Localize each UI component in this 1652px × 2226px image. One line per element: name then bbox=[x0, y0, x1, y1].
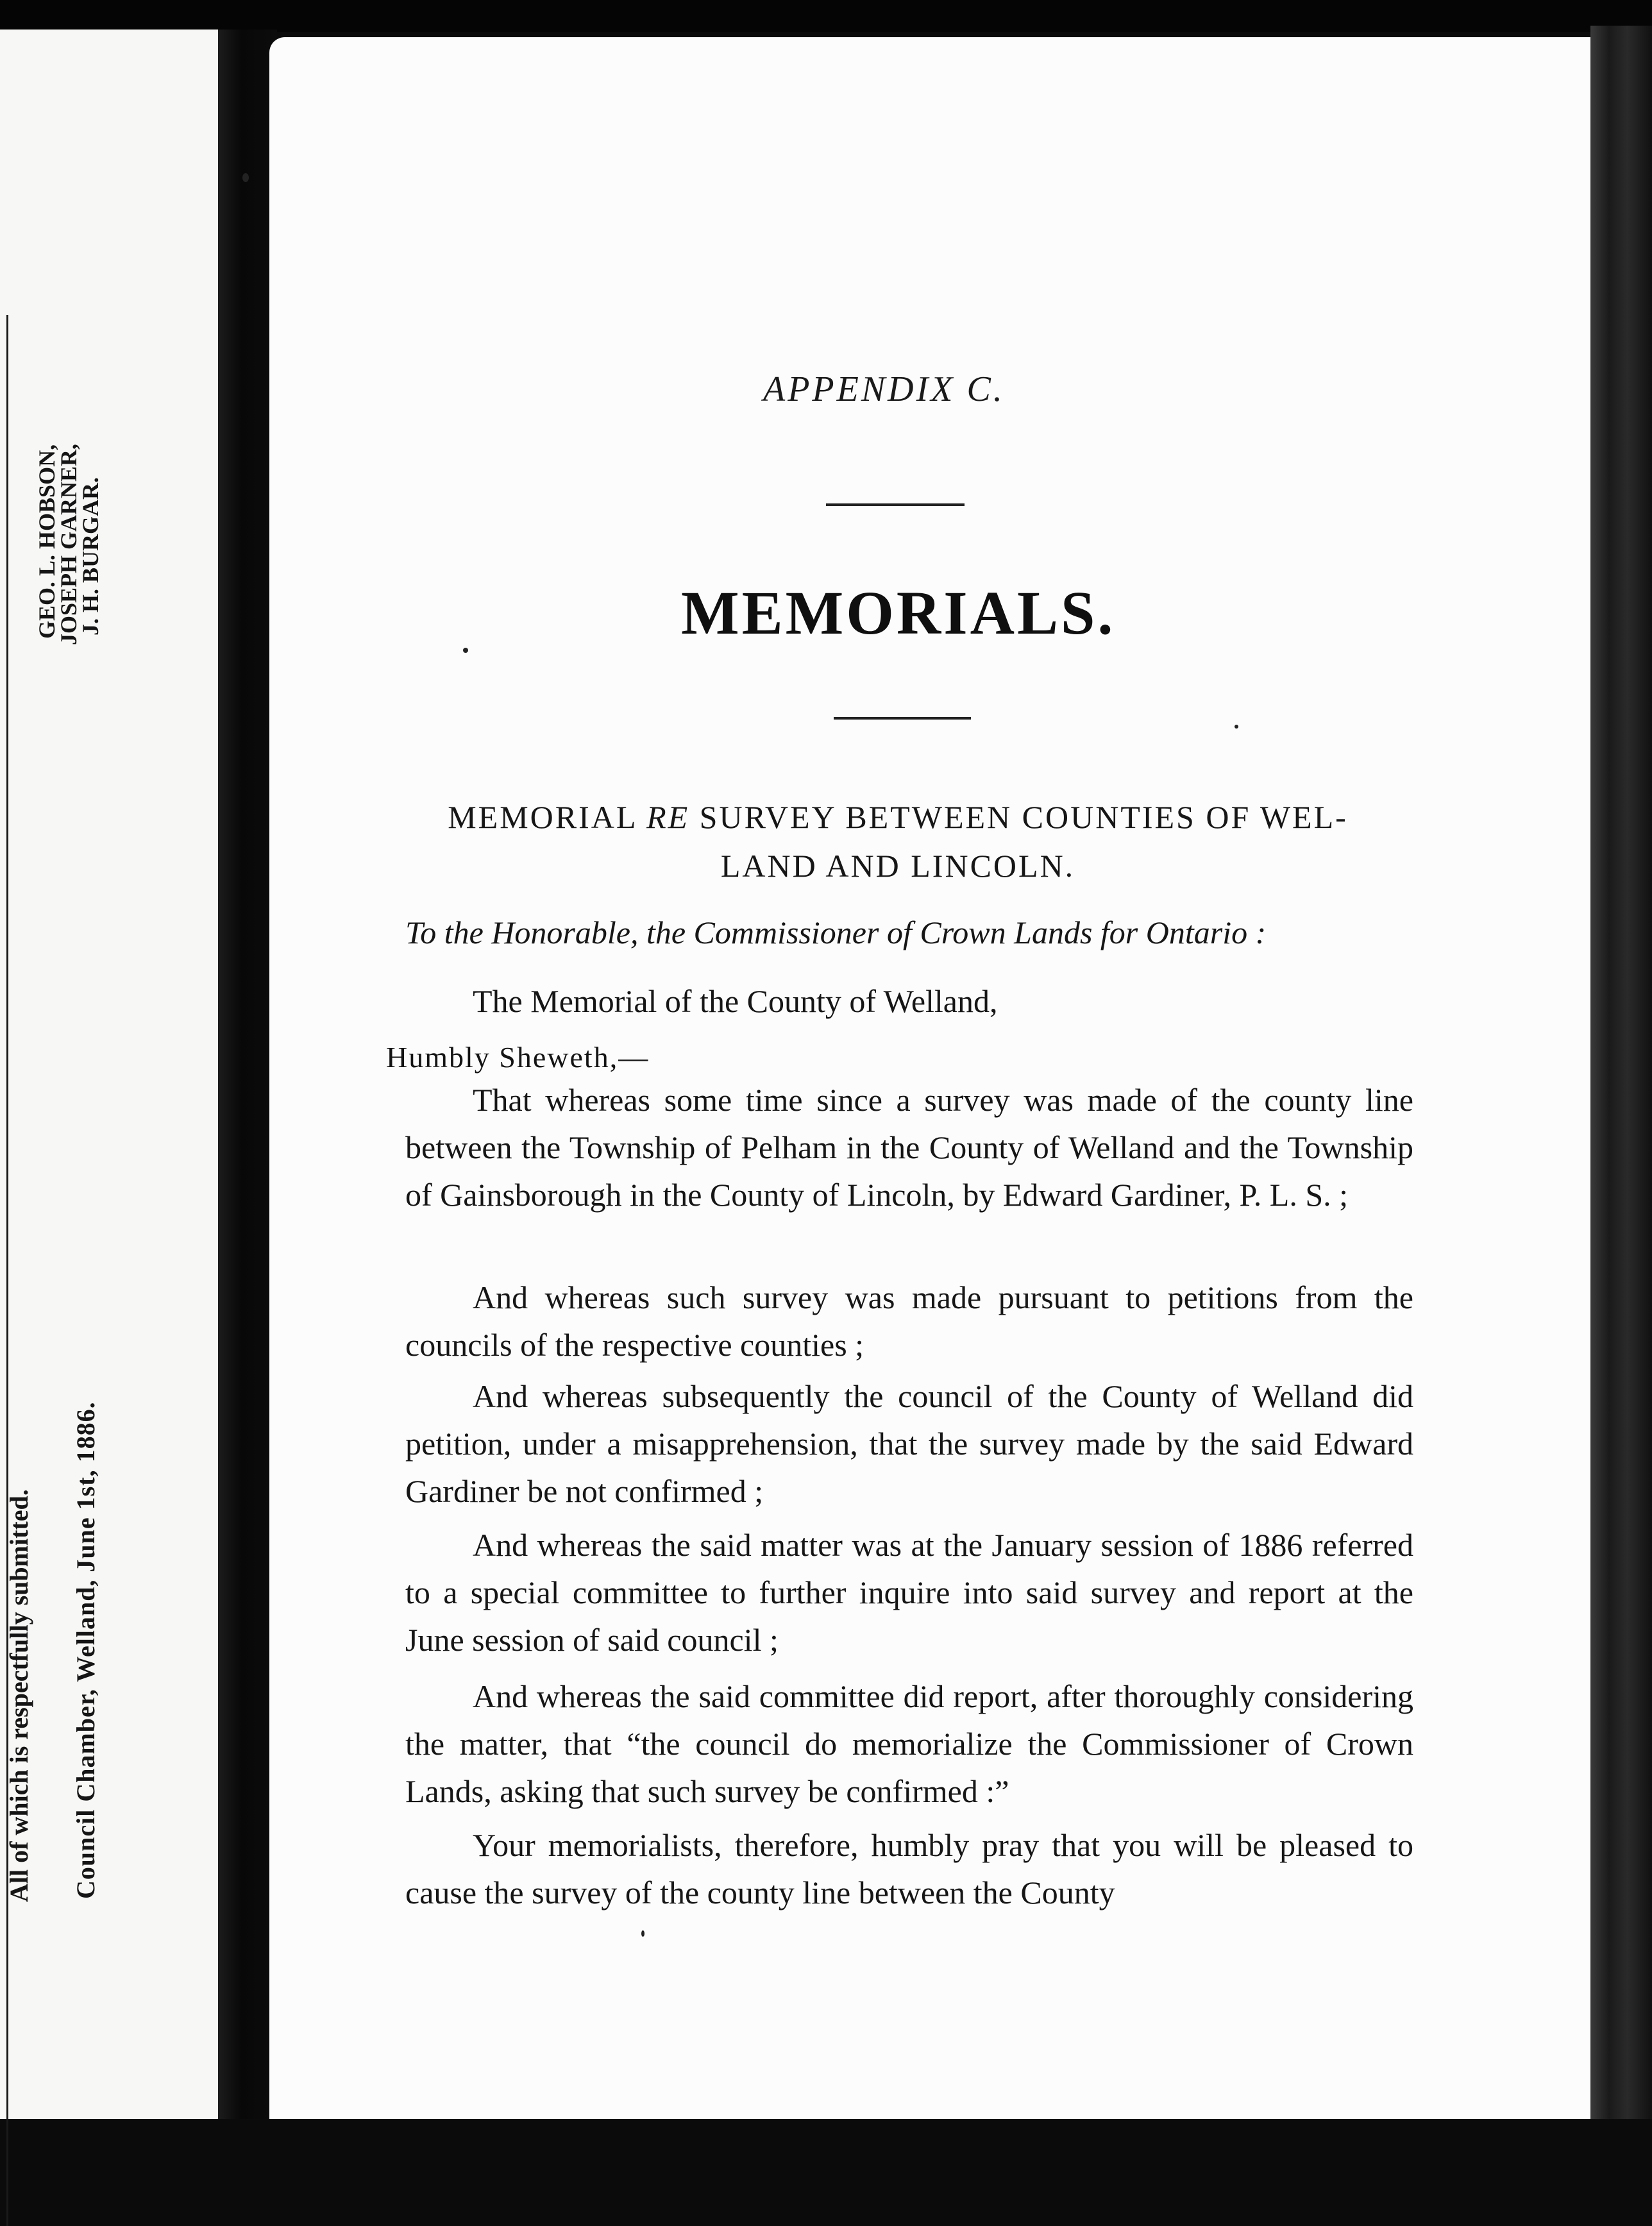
divider-rule-bottom bbox=[834, 717, 971, 720]
signatory-2: JOSEPH GARNER, bbox=[56, 443, 81, 645]
right-page-edge bbox=[1590, 26, 1652, 2119]
left-page-rule bbox=[6, 315, 8, 2226]
paragraph-2: And whereas such survey was made pursuant to petitions from the councils of the respective counties ; bbox=[405, 1279, 1413, 1363]
memorial-title-line2: LAND AND LINCOLN. bbox=[720, 848, 1075, 884]
paragraph-3: And whereas subsequently the council of the County of Welland did petition, under a misapprehension, that the survey made by the said Edward Gardiner be not confirmed ; bbox=[405, 1378, 1413, 1509]
memorial-title-re: RE bbox=[646, 799, 690, 835]
appendix-label: APPENDIX C. bbox=[763, 369, 1005, 409]
intro-line: The Memorial of the County of Welland, bbox=[473, 983, 998, 1019]
paragraph-6: Your memorialists, therefore, humbly pray that you will be pleased to cause the survey of the county line between the County bbox=[405, 1827, 1413, 1910]
ink-speck bbox=[641, 1930, 645, 1937]
book-gutter bbox=[218, 30, 277, 2119]
address-line: To the Honorable, the Commissioner of Crown Lands for Ontario : bbox=[405, 915, 1267, 950]
left-page bbox=[0, 30, 218, 2119]
paragraph-1: That whereas some time since a survey was made of the county line between the Township of Pelham in the County of Welland and the Township of Gainsborough in the County of Lincoln, by Edward Gardiner, P. L. S. ; bbox=[405, 1082, 1413, 1213]
council-chamber-line: Council Chamber, Welland, June 1st, 1886. bbox=[71, 1401, 100, 1899]
signatory-3: J. H. BURGAR. bbox=[78, 476, 103, 636]
paragraph-4: And whereas the said matter was at the January session of 1886 referred to a special committee to further inquire into said survey and report at the June session of said council ; bbox=[405, 1527, 1413, 1658]
divider-rule-top bbox=[826, 503, 965, 506]
humbly-sheweth bbox=[386, 1040, 649, 1074]
paragraph-5: And whereas the said committee did report, after thoroughly considering the matter, that “the council do memorialize the Commissioner of Crown Lands, asking that such survey be confirmed :” bbox=[405, 1678, 1413, 1809]
signatory-1: GEO. L. HOBSON, bbox=[34, 444, 60, 639]
submitted-line: All of which is respectfully submitted. bbox=[4, 1489, 33, 1902]
humbly-sheweth-text: Humbly Sheweth,— bbox=[386, 1041, 650, 1074]
ink-speck bbox=[242, 173, 249, 182]
ink-speck bbox=[463, 648, 468, 653]
scan-top-border bbox=[0, 0, 1652, 32]
memorial-title-part1: MEMORIAL bbox=[448, 799, 637, 835]
memorial-title-part2: SURVEY BETWEEN COUNTIES OF WEL- bbox=[699, 799, 1348, 835]
ink-speck bbox=[1235, 725, 1238, 729]
page-title: MEMORIALS. bbox=[681, 578, 1116, 647]
memorial-title bbox=[385, 793, 1411, 890]
